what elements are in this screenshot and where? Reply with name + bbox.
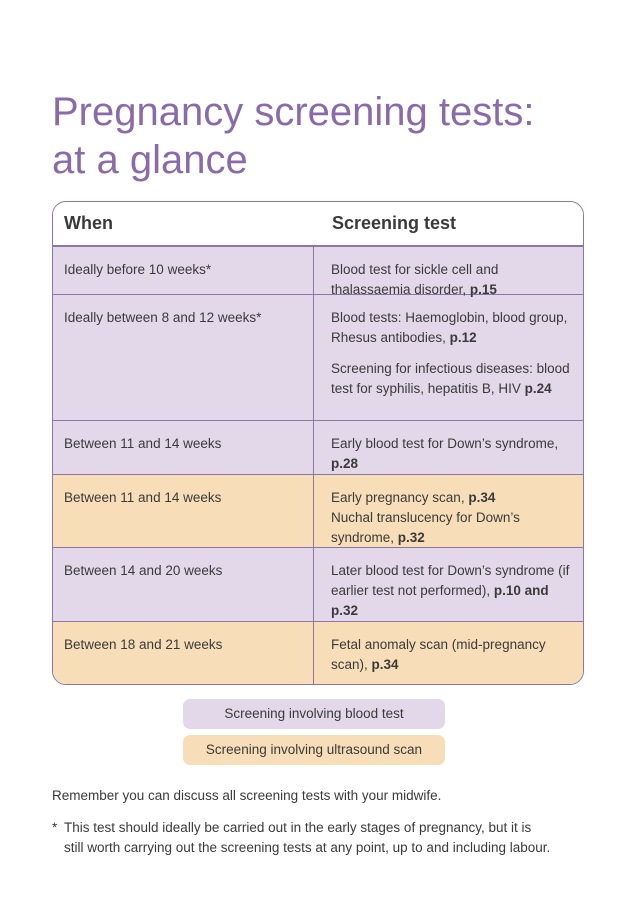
header-screening-test: Screening test	[332, 213, 457, 233]
test-block: Early blood test for Down’s syndrome, p.28	[331, 436, 559, 471]
page-reference: p.12	[449, 330, 477, 345]
midwife-note: Remember you can discuss all screening tests with your midwife.	[52, 788, 442, 803]
page-reference: p.34	[468, 490, 496, 505]
table-row	[53, 295, 583, 421]
title-line-2: at a glance	[52, 138, 248, 182]
table-header	[53, 202, 583, 247]
page-reference: p.24	[524, 381, 552, 396]
test-block: Blood test for sickle cell and thalassaemia disorder, p.15	[331, 262, 499, 297]
when-cell: Ideally before 10 weeks*	[53, 247, 314, 294]
footnote-asterisk: *	[52, 820, 58, 835]
test-cell	[314, 295, 583, 420]
when-cell: Between 11 and 14 weeks	[53, 475, 314, 547]
table-row	[53, 247, 583, 295]
header-when: When	[64, 213, 113, 233]
test-cell	[314, 475, 583, 547]
test-cell	[314, 421, 583, 474]
table-row	[53, 622, 583, 684]
legend-ultrasound-scan: Screening involving ultrasound scan	[183, 735, 445, 765]
page-reference: p.32	[397, 530, 425, 545]
table-row	[53, 421, 583, 475]
test-cell	[314, 548, 583, 621]
page-title	[52, 88, 612, 184]
test-block: Later blood test for Down’s syndrome (if earlier test not performed), p.10 and p.32	[331, 563, 570, 618]
when-cell: Ideally between 8 and 12 weeks*	[53, 295, 314, 420]
screening-table	[52, 201, 584, 685]
table-row	[53, 475, 583, 548]
test-block: Blood tests: Haemoglobin, blood group, Rhesus antibodies, p.12	[331, 310, 568, 345]
test-cell	[314, 247, 583, 297]
table-row	[53, 548, 583, 622]
test-cell	[314, 622, 583, 684]
page-reference: p.15	[469, 282, 497, 297]
legend-blood-test: Screening involving blood test	[183, 699, 445, 729]
when-cell: Between 11 and 14 weeks	[53, 421, 314, 474]
page-reference: p.10 and p.32	[331, 583, 549, 618]
test-block: Early pregnancy scan, p.34	[331, 490, 496, 505]
when-cell: Between 14 and 20 weeks	[53, 548, 314, 621]
title-line-1: Pregnancy screening tests:	[52, 90, 535, 134]
page-reference: p.34	[371, 657, 399, 672]
page-reference: p.28	[331, 456, 359, 471]
test-block: Fetal anomaly scan (mid-pregnancy scan), p.34	[331, 637, 546, 672]
footnote-text: This test should ideally be carried out in the early stages of pregnancy, but it is still worth carrying out the screening tests at any point, up to and including labour.	[64, 820, 551, 855]
when-cell: Between 18 and 21 weeks	[53, 622, 314, 684]
test-block: Nuchal translucency for Down’s syndrome, p.32	[331, 510, 520, 545]
test-block: Screening for infectious diseases: blood test for syphilis, hepatitis B, HIV p.24	[331, 361, 570, 396]
footnote	[52, 818, 552, 858]
